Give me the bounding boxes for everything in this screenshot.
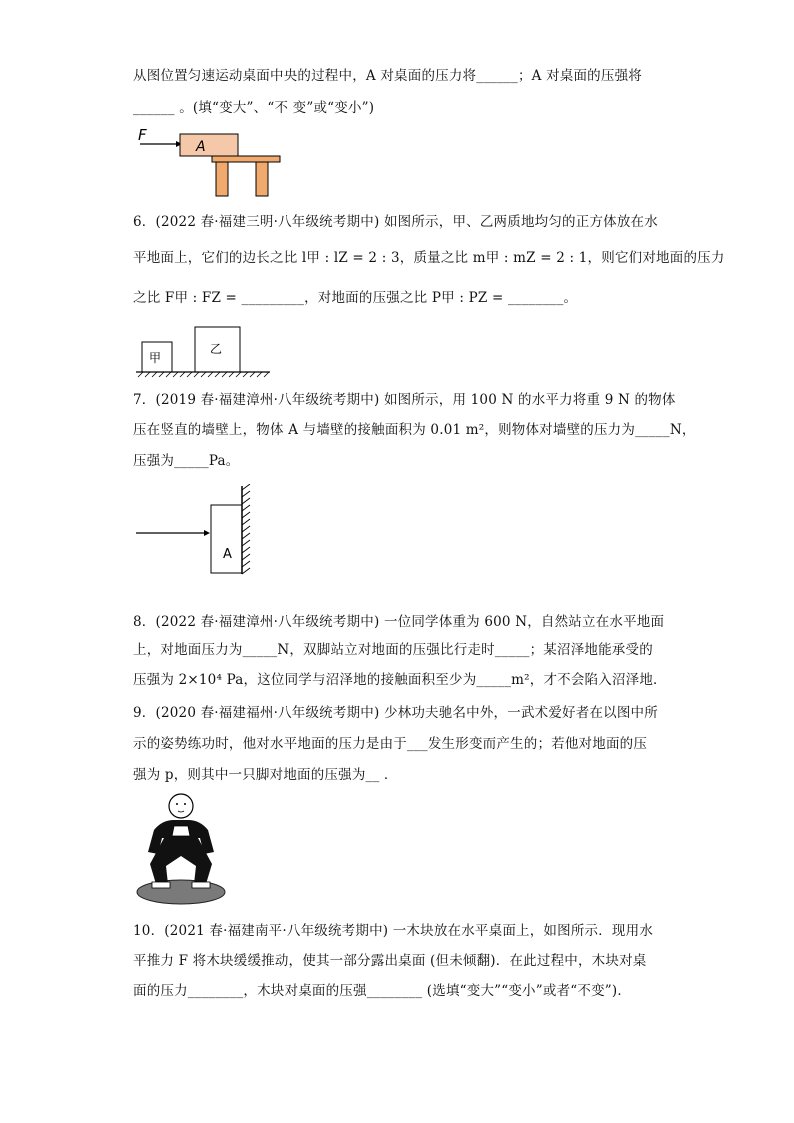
table-leg	[256, 162, 268, 196]
q5-line-2: ______ 。(填“变大”、“不 变”或“变小”)	[133, 100, 375, 116]
q9-line-1: 9．(2020 春·福建福州·八年级统考期中) 少林功夫驰名中外，一武术爱好者在以图中所	[133, 705, 658, 721]
q8-line-2: 上，对地面压力为_____N，双脚站立对地面的压强比行走时_____；某沼泽地能承受的	[133, 642, 653, 658]
q10-line-1: 10．(2021 春·福建南平·八年级统考期中) 一木块放在水平桌面上，如图所示．现用水	[133, 923, 654, 939]
q10-line-3: 面的压力________，木块对桌面的压强________ (选填“变大”“变小”或者“不变”)．	[133, 983, 632, 999]
block-a-label: A	[196, 139, 206, 155]
cube-jia-label: 甲	[149, 351, 162, 365]
q7-line-1: 7．(2019 春·福建漳州·八年级统考期中) 如图所示，用 100 N 的水平力将重 9 N 的物体	[133, 392, 676, 408]
block-a	[211, 505, 242, 573]
q9-figure-martial-artist	[134, 790, 230, 908]
q8-line-3: 压强为 2×10⁴ Pa，这位同学与沼泽地的接触面积至少为_____m²，才不会陷入沼泽地．	[133, 672, 667, 688]
block-a	[180, 134, 238, 156]
q6-line-2: 平地面上，它们的边长之比 l甲 : lZ = 2 : 3，质量之比 m甲 : mZ = 2 : 1，则它们对地面的压力	[133, 250, 725, 266]
q5-line-1: 从图位置匀速运动桌面中央的过程中，A 对桌面的压力将______；A 对桌面的压强将	[133, 68, 642, 84]
q6-line-1: 6．(2022 春·福建三明·八年级统考期中) 如图所示，甲、乙两质地均匀的正方体放在水	[133, 214, 658, 230]
q9-line-2: 示的姿势练功时，他对水平地面的压力是由于___发生形变而产生的；若他对地面的压	[133, 736, 648, 752]
q9-line-3: 强为 p，则其中一只脚对地面的压强为__ ．	[133, 767, 398, 783]
head	[169, 794, 193, 818]
table-top	[212, 156, 280, 162]
table-leg	[216, 162, 228, 196]
q7-figure-wall-block	[134, 484, 266, 576]
q8-line-1: 8．(2022 春·福建漳州·八年级统考期中) 一位同学体重为 600 N，自然站立在水平地面	[133, 614, 665, 630]
q7-line-2: 压在竖直的墙壁上，物体 A 与墙壁的接触面积为 0.01 m²，则物体对墙壁的压力为_____N，	[133, 422, 696, 438]
hands	[172, 826, 190, 836]
q7-line-3: 压强为_____Pa。	[133, 453, 240, 469]
q6-line-3: 之比 F甲 : FZ = _________，对地面的压强之比 P甲 : PZ = ________。	[133, 290, 578, 306]
q5-figure-table-block	[130, 125, 290, 197]
ground-shadow	[137, 880, 225, 904]
force-label-f: F	[138, 126, 147, 144]
q10-line-2: 平推力 F 将木块缓缓推动，使其一部分露出桌面 (但未倾翻)．在此过程中，木块对桌	[133, 953, 647, 969]
block-a-label: A	[223, 547, 232, 562]
q6-figure-cubes	[134, 326, 272, 378]
cube-yi-label: 乙	[210, 342, 223, 356]
